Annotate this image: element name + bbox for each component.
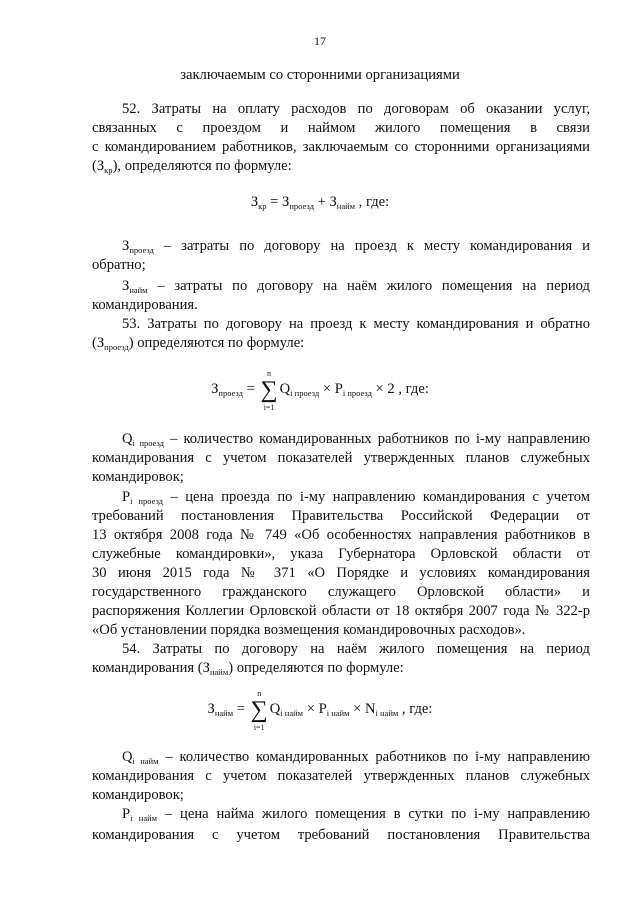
para-53-line-2: $(З_{проезд})$ определяются по формуле: bbox=[92, 335, 305, 352]
def-p-proezd: $P_{i проезд}$ – цена проезда по i-му направлению командирования с учетом bbox=[122, 489, 590, 506]
para-52-line-1: 52. Затраты на оплату расходов по договорам об оказании услуг, bbox=[122, 101, 590, 117]
page-number: 17 bbox=[314, 34, 326, 48]
def-q-proezd-cont-1: командирования с учетом показателей утвержденных планов служебных bbox=[92, 450, 590, 466]
para-54-line-1: 54. Затраты по договору на наём жилого помещения на период bbox=[122, 641, 590, 657]
sum-operator: n ∑ i=1 bbox=[260, 369, 278, 412]
formula-z-kr: $З_{кр} = З_{проезд} + З_{найм}$ , где: bbox=[250, 194, 390, 211]
def-q-naim: $Q_{i найм}$ – количество командированных работников по i-му направлению bbox=[122, 749, 590, 766]
para-53-line-1: 53. Затраты по договору на проезд к месту командирования и обратно bbox=[122, 316, 590, 332]
def-z-proezd-cont: обратно; bbox=[92, 257, 146, 273]
def-p-proezd-cont-2: 13 октября 2008 года № 749 «Об особенностях направления работников в bbox=[92, 527, 590, 543]
def-p-proezd-cont-5: государственного гражданского служащего Орловской области» и bbox=[92, 584, 590, 600]
continuation-line: заключаемым со сторонними организациями bbox=[180, 67, 460, 83]
def-p-naim-cont-1: командирования с учетом требований постановления Правительства bbox=[92, 827, 590, 843]
def-z-naim: $З_{найм}$ – затраты по договору на наём жилого помещения на период bbox=[122, 278, 590, 295]
para-52-line-2: связанных с проездом и наймом жилого помещения в связи bbox=[92, 120, 590, 136]
para-52-line-3: с командированием работников, заключаемым со сторонними организациями bbox=[92, 139, 590, 155]
def-p-proezd-cont-4: 30 июня 2015 года № 371 «О Порядке и условиях командирования bbox=[92, 565, 590, 581]
def-z-proezd: $З_{проезд}$ – затраты по договору на проезд к месту командирования и bbox=[122, 238, 590, 255]
def-p-proezd-cont-1: требований постановления Правительства Российской Федерации от bbox=[92, 508, 590, 524]
formula-z-naim: $З_{найм}$ = n ∑ i=1 $Q_{i найм} \times P_{i найм} \times N_{i найм}$ , где: bbox=[207, 689, 433, 732]
para-54-line-2: командирования $(З_{найм})$ определяются по формуле: bbox=[92, 660, 404, 677]
def-q-proezd-cont-2: командировок; bbox=[92, 469, 184, 485]
def-p-proezd-cont-3: служебные командировки», указа Губернатора Орловской области от bbox=[92, 546, 590, 562]
def-p-proezd-cont-6: распоряжения Коллегии Орловской области от 18 октября 2007 года № 322-р bbox=[92, 603, 590, 619]
para-52-line-4: $(З_{кр})$, определяются по формуле: bbox=[92, 158, 292, 175]
def-z-naim-cont: командирования. bbox=[92, 297, 198, 313]
def-q-proezd: $Q_{i проезд}$ – количество командированных работников по i-му направлению bbox=[122, 431, 591, 448]
sum-operator: n ∑ i=1 bbox=[250, 689, 268, 732]
def-q-naim-cont-2: командировок; bbox=[92, 787, 184, 803]
formula-z-proezd: $З_{проезд}$ = n ∑ i=1 $Q_{i проезд} \times P_{i проезд} \times 2$ , где: bbox=[211, 369, 429, 412]
def-p-proezd-cont-7: «Об установлении порядка возмещения командировочных расходов». bbox=[92, 622, 526, 638]
def-q-naim-cont-1: командирования с учетом показателей утвержденных планов служебных bbox=[92, 768, 590, 784]
def-p-naim: $P_{i найм}$ – цена найма жилого помещения в сутки по i-му направлению bbox=[122, 806, 590, 823]
